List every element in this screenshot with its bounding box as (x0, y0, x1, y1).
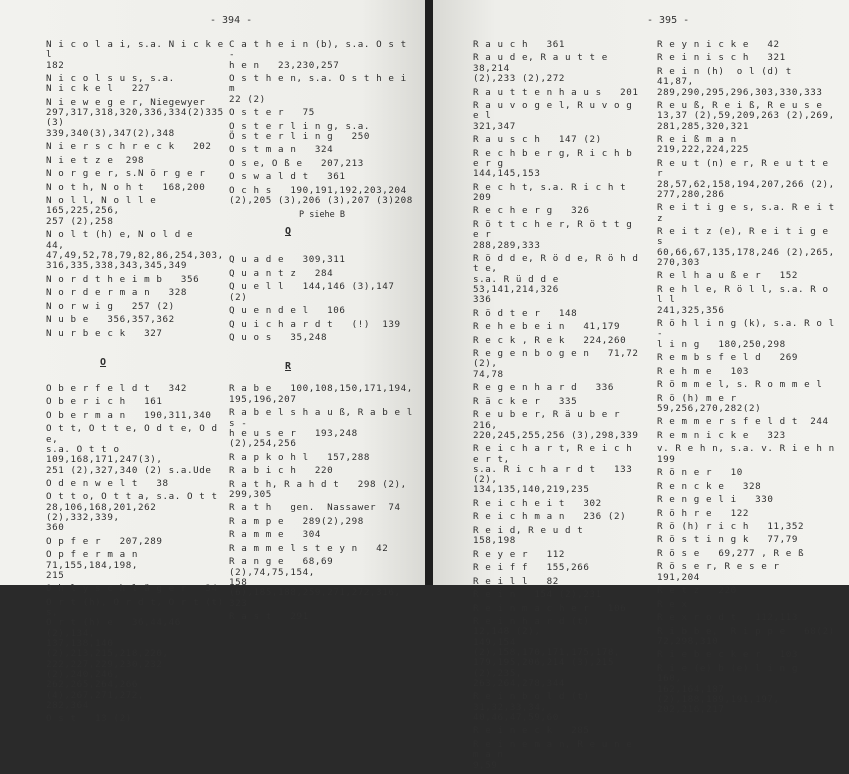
entry-list-o (46, 384, 224, 725)
index-entry: O s t m a n 324 (229, 144, 334, 156)
index-entry: N o t h, N o h t 168,200 (46, 181, 206, 193)
index-entry: N o l l, N o l l e 165,225,256, 257 (2),258 (46, 195, 157, 227)
index-entry: O s t h e n, s.a. O s t h e i m 22 (2) (229, 73, 407, 105)
index-entry: O h l y s c h l ä g e r 34 (46, 583, 218, 595)
index-entry: R e g e n b o g e n 71,72 (2), 74,78 (473, 348, 639, 380)
index-entry: R a b i c h 220 (229, 465, 334, 477)
page-number-right: - 395 - (647, 15, 690, 26)
index-entry: R i e (e) b (e) l i n g 160, 162,164,187 (2),188,189,191,197, 202,216,217 (657, 662, 799, 716)
index-entry: R e c h e r g 326 (473, 205, 590, 217)
right-page (433, 0, 849, 771)
index-entry: R e m m e r s f e l d t 244 (657, 416, 829, 428)
index-entry: R ö m m e l, s. R o m m e l (657, 379, 823, 391)
index-entry: Q u i c h a r d t (!) 139 (229, 318, 401, 330)
index-entry: Q u e l l 144,146 (3),147 (2) (229, 281, 401, 303)
index-entry: R e l h a u ß e r 152 (657, 270, 799, 282)
entry-list-q (229, 255, 415, 343)
index-entry: R e i d, R e u d t 158,198 (473, 524, 602, 547)
index-entry: O t t o, O t t a, s.a. O t t 28,106,168,201,262 (2),332,339, 360 (46, 491, 218, 534)
index-entry: N i c o l a i, s.a. N i c k e l 182 (46, 39, 224, 71)
index-entry: O b e r i c h 161 (46, 396, 163, 408)
index-entry: N o r w i g 257 (2) (46, 300, 175, 312)
index-entry: R e i n m a c h e r 106 (473, 602, 627, 614)
index-entry: R e i t z (e), R e i t i g e s 60,66,67,135,178,246 (2),265, 270,303 (657, 226, 835, 268)
index-entry: R e i c h a r t, R e i c h e r t, s.a. R i c h a r d t 133 (2), 134,135,140,219,235 (473, 443, 633, 496)
index-entry: R e g e n h a r d 336 (473, 382, 615, 394)
index-entry: R e h l e, R ö l l, s.a. R o l l 241,325,356 (657, 283, 829, 316)
index-entry: R e i f f 155,266 (473, 562, 590, 574)
index-entry: R e i n i s c h 321 (657, 52, 786, 64)
index-entry: R i e b e c k e r 103 (657, 649, 799, 661)
page-number-left: - 394 - (210, 15, 253, 26)
index-entry: O s t e r 75 (229, 107, 315, 119)
index-entry: R ö h r e 122 (657, 507, 749, 519)
index-entry: R e u b e r, R ä u b e r 216, 220,245,255,256 (3),298,339 (473, 409, 639, 441)
index-entry: R e i l l 82 (473, 575, 559, 587)
left-page-column-2 (229, 40, 415, 625)
index-entry: R a u d e, R a u t t e 38,214 (2),233 (2),272 (473, 52, 608, 85)
index-entry: R e h e b e i n 41,179 (473, 321, 621, 333)
left-page-column-1 (46, 40, 224, 728)
index-entry: R e n c k e 328 (657, 480, 762, 492)
index-entry: R e x r o d t 112,113 (657, 612, 799, 624)
index-entry: Q u e n d e l 106 (229, 305, 346, 317)
index-entry: O r t (h), O r d t, O r t (t) s, O r t (h) e 36,44,46 (2),134, 137,138,140 (2),213,215,218,220, 222,227,229,230,232 (2),240,246, 262,265,264,266 (4),267,271,272, 282,364 (46, 596, 224, 711)
index-entry: N i e t z e 298 (46, 154, 145, 166)
index-entry: R e h m e 103 (657, 365, 749, 377)
index-entry: R ö h l i n g (k), s.a. R o l - l i n g 180,250,298 (657, 318, 835, 350)
index-entry: Q u a d e 309,311 (229, 254, 346, 266)
index-entry: R e i ß m a n 219,222,224,225 (657, 134, 756, 156)
index-entry: R e u t (n) e r, R e u t t e r 28,57,62,158,194,207,266 (2), 277,280,286 (657, 157, 835, 200)
index-entry: O s e, O ß e 207,213 (229, 157, 364, 169)
index-entry: O p f e r 207,289 (46, 535, 163, 547)
see-reference-p: P siehe B (298, 210, 346, 221)
index-entry: C a t h e i n (b), s.a. O s t - h e n 23,230,257 (229, 39, 407, 71)
index-entry: R e i c h m a n 236 (2) (473, 511, 627, 523)
right-page-column-2 (657, 39, 841, 719)
index-entry: N u b e 356,357,362 (46, 314, 175, 326)
entry-list-n (46, 40, 224, 339)
index-entry: O s t 13 (2) (46, 713, 132, 725)
section-letter-o: O (100, 356, 107, 368)
index-entry: R i b b e, R i p p e 68(2) 72,298,310 (657, 625, 835, 647)
index-entry: R e c h t, s.a. R i c h t 209 (473, 181, 645, 203)
index-entry: R ö s e 69,277 , R e ß (657, 547, 805, 559)
index-entry: R e m b s f e l d 269 (657, 352, 799, 364)
index-entry: R ö d t e r 148 (473, 307, 578, 319)
index-entry: R e i t i g e s, s.a. R e i t z (657, 202, 841, 224)
index-entry: N i e r s c h r e c k 202 (46, 141, 212, 153)
index-entry: R e i n b o l d (t) 31,32,33,34, 40,46,47,59,60 (473, 691, 590, 723)
index-entry: R a m m e l s t e y n 42 (229, 542, 389, 554)
index-entry: R e c h b e r g, R i c h b e r g 144,145,153 (473, 147, 633, 180)
index-entry: R ö t t c h e r, R ö t t g e r 288,289,333 (473, 218, 633, 251)
index-entry: R e i n (h) o l (d) t 41,87, 289,290,295,296,303,330,333 (657, 65, 823, 98)
index-entry: R a u v o g e l, R u v o g e l 321,347 (473, 100, 633, 132)
index-entry: N i c o l s u s, s.a. N i c k e l 227 (46, 73, 175, 95)
index-entry: Q u o s 35,248 (229, 332, 328, 344)
left-page (0, 0, 425, 725)
index-entry: R e t z 220 (657, 585, 737, 597)
index-entry: R ö (h) m e r 59,256,270,282(2) (657, 392, 762, 414)
index-entry: N i e w e g e r, Niegewyer 297,317,318,320,336,334(2)335(3) 339,340(3),347(2),348 (46, 96, 224, 139)
index-entry: O c h s 190,191,192,203,204 (2),205 (3),206 (3),207 (3)208 (229, 184, 413, 207)
index-entry: R ö s e r, R e s e r 191,204 (657, 561, 799, 583)
index-entry: R ö s t i n g k 77,79 (657, 534, 799, 546)
index-entry: R e x (657, 598, 688, 610)
index-entry: R a s t 291 (229, 611, 309, 622)
index-entry: R e i c h e i t 302 (473, 497, 602, 509)
index-entry: R a n g e 68,69 (2),74,75,154, 158 (6),185,188,259,271,272,316, 323 (229, 556, 401, 609)
index-entry: R ö d d e, R ö d e, R ö h d t e, s.a. R ü d d e 53,141,214,326 336 (473, 253, 639, 306)
section-letter-r: R (285, 361, 292, 373)
index-entry: R e i n h a r d (t) 12,148 (2), 149,154 (2),158,170,171,175,178, 179,195,206,214 (3),215 (2),235, 263,264,278,344 (473, 616, 621, 689)
index-entry: Q u a n t z 284 (229, 267, 334, 279)
index-entry: N o r d e r m a n 328 (46, 287, 188, 299)
index-entry: R a b e 100,108,150,171,194, 195,196,207 (229, 383, 413, 405)
index-entry: R e y e r 112 (473, 548, 565, 560)
index-entry: O t t, O t t e, O d t e, O d e, s.a. O t t o 109,168,171,247(3), 251 (2),327,340 (2) s.a.Ude (46, 423, 218, 476)
index-entry: O p f e r m a n 71,155,184,198, 215 (46, 549, 138, 581)
index-entry: R ä c k e r 335 (473, 395, 578, 407)
index-entry: N o r d t h e i m b 356 (46, 273, 200, 285)
index-entry: R ö (h) r i c h 11,352 (657, 521, 805, 532)
entry-list-r (229, 384, 415, 622)
index-entry: R ö n e r 10 (657, 467, 743, 479)
index-entry: R a p k o h l 157,288 (229, 451, 371, 463)
index-entry: R e m n i c k e 323 (657, 429, 786, 441)
index-entry: R e u ß, R e i ß, R e u s e 13,37 (2),59,209,263 (2),269, 281,285,320,321 (657, 100, 835, 132)
index-entry: R e c k , R e k 224,260 (473, 334, 627, 346)
index-entry: R e y n i c k e 42 (657, 39, 780, 50)
index-entry: O s t e r l i n g, s.a. Ö s t e r l i n g 250 (229, 120, 371, 142)
index-entry: O b e r f e l d t 342 (46, 382, 188, 394)
index-entry: R a b e l s h a u ß, R a b e l s - h e u s e r 193,248 (2),254,256 (229, 407, 413, 450)
index-entry: R a u c h 361 (473, 39, 565, 50)
index-entry: N o l t (h) e, N o l d e 44, 47,49,52,78,79,82,86,254,303, 316,335,338,343,345,349 (46, 229, 224, 272)
index-entry: R e i n e c k 285 (473, 725, 590, 737)
index-entry: R a m m e 304 (229, 529, 321, 541)
section-letter-q: Q (285, 226, 292, 238)
entry-list-r-1 (473, 39, 645, 771)
right-page-column-1 (473, 39, 645, 774)
index-entry: R e i n e m a n, R e u n e m a n 9,59 (473, 738, 633, 771)
index-entry: R e i n 154 (2),231 (473, 589, 602, 601)
index-entry: R e n g e l i 330 (657, 494, 774, 506)
book-gutter (425, 0, 433, 585)
index-entry: v. R e h n, s.a. v. R i e h n 199 (657, 443, 835, 465)
index-entry: N o r g e r, s.N ö r g e r (46, 168, 206, 180)
index-entry: R a u t t e n h a u s 201 (473, 86, 639, 98)
index-entry: R a t h gen. Nassawer 74 (229, 502, 401, 514)
index-entry: R a u s c h 147 (2) (473, 134, 602, 146)
entry-list-o-continued (229, 40, 415, 206)
index-entry: R a t h, R a h d t 298 (2), 299,305 (229, 478, 407, 500)
index-entry: R a m p e 289(2),298 (229, 515, 364, 527)
index-entry: O s w a l d t 361 (229, 171, 346, 183)
entry-list-r-2 (657, 39, 841, 716)
index-entry: O d e n w e l t 38 (46, 477, 169, 489)
index-entry: O b e r m a n 190,311,340 (46, 409, 212, 421)
index-entry: N u r b e c k 327 (46, 327, 163, 339)
